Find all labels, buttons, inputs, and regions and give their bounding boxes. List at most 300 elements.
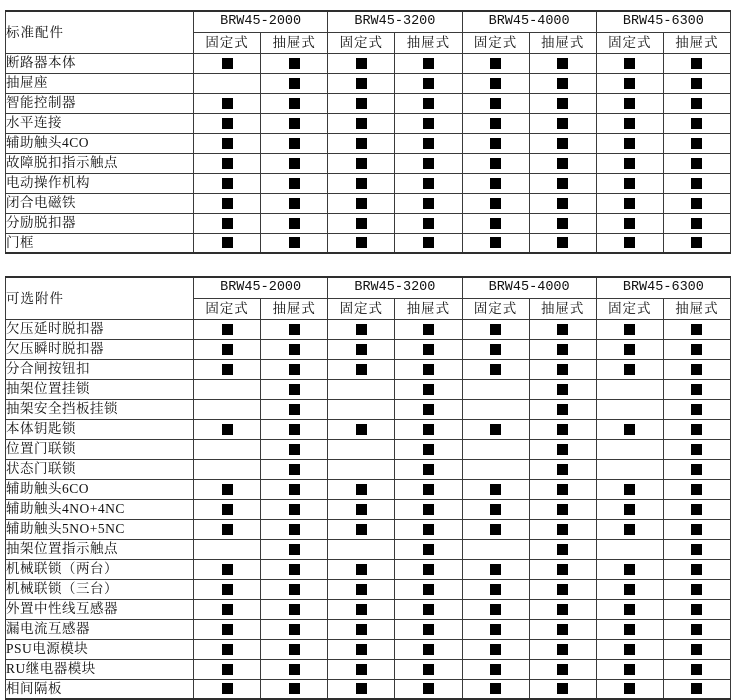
filled-square-icon bbox=[222, 664, 233, 675]
row-label: 辅助触头4CO bbox=[6, 133, 194, 153]
availability-cell bbox=[663, 339, 730, 359]
availability-cell bbox=[462, 193, 529, 213]
row-label: 机械联锁（三台） bbox=[6, 579, 194, 599]
availability-cell bbox=[596, 399, 663, 419]
availability-cell bbox=[596, 213, 663, 233]
filled-square-icon bbox=[557, 484, 568, 495]
filled-square-icon bbox=[691, 544, 702, 555]
availability-cell bbox=[529, 113, 596, 133]
table-body bbox=[6, 53, 731, 253]
filled-square-icon bbox=[624, 584, 635, 595]
filled-square-icon bbox=[490, 584, 501, 595]
filled-square-icon bbox=[490, 564, 501, 575]
row-label: 欠压延时脱扣器 bbox=[6, 319, 194, 339]
availability-cell bbox=[462, 93, 529, 113]
filled-square-icon bbox=[691, 444, 702, 455]
filled-square-icon bbox=[289, 664, 300, 675]
filled-square-icon bbox=[490, 138, 501, 149]
filled-square-icon bbox=[222, 198, 233, 209]
availability-cell bbox=[663, 659, 730, 679]
availability-cell bbox=[194, 479, 261, 499]
filled-square-icon bbox=[624, 344, 635, 355]
table-row bbox=[6, 479, 731, 499]
availability-cell bbox=[462, 173, 529, 193]
filled-square-icon bbox=[490, 664, 501, 675]
availability-cell bbox=[261, 519, 328, 539]
filled-square-icon bbox=[691, 364, 702, 375]
availability-cell bbox=[194, 639, 261, 659]
mount-type-header: 固定式 bbox=[596, 298, 663, 319]
filled-square-icon bbox=[222, 138, 233, 149]
filled-square-icon bbox=[691, 524, 702, 535]
availability-cell bbox=[328, 173, 395, 193]
availability-cell bbox=[194, 339, 261, 359]
filled-square-icon bbox=[222, 484, 233, 495]
table-body bbox=[6, 319, 731, 699]
filled-square-icon bbox=[356, 344, 367, 355]
filled-square-icon bbox=[691, 198, 702, 209]
availability-cell bbox=[395, 619, 462, 639]
filled-square-icon bbox=[356, 524, 367, 535]
table-row bbox=[6, 599, 731, 619]
filled-square-icon bbox=[356, 158, 367, 169]
filled-square-icon bbox=[490, 324, 501, 335]
availability-cell bbox=[529, 579, 596, 599]
availability-cell bbox=[328, 679, 395, 699]
availability-cell bbox=[462, 539, 529, 559]
filled-square-icon bbox=[490, 58, 501, 69]
table-row bbox=[6, 339, 731, 359]
availability-cell bbox=[328, 113, 395, 133]
row-label: 抽架位置挂锁 bbox=[6, 379, 194, 399]
filled-square-icon bbox=[423, 364, 434, 375]
model-header-row bbox=[6, 11, 731, 32]
filled-square-icon bbox=[222, 118, 233, 129]
availability-cell bbox=[596, 499, 663, 519]
availability-cell bbox=[596, 679, 663, 699]
filled-square-icon bbox=[356, 604, 367, 615]
filled-square-icon bbox=[557, 58, 568, 69]
availability-cell bbox=[395, 113, 462, 133]
availability-cell bbox=[663, 559, 730, 579]
standard-accessories-section bbox=[5, 10, 731, 254]
availability-cell bbox=[328, 539, 395, 559]
filled-square-icon bbox=[356, 98, 367, 109]
filled-square-icon bbox=[490, 683, 501, 694]
filled-square-icon bbox=[423, 644, 434, 655]
availability-cell bbox=[261, 579, 328, 599]
availability-cell bbox=[261, 379, 328, 399]
filled-square-icon bbox=[356, 424, 367, 435]
filled-square-icon bbox=[557, 324, 568, 335]
table-row bbox=[6, 659, 731, 679]
availability-cell bbox=[194, 319, 261, 339]
availability-cell bbox=[395, 419, 462, 439]
availability-cell bbox=[462, 113, 529, 133]
availability-cell bbox=[663, 359, 730, 379]
filled-square-icon bbox=[691, 344, 702, 355]
row-label: 辅助触头4NO+4NC bbox=[6, 499, 194, 519]
table-row bbox=[6, 359, 731, 379]
filled-square-icon bbox=[691, 464, 702, 475]
availability-cell bbox=[328, 319, 395, 339]
availability-cell bbox=[596, 379, 663, 399]
filled-square-icon bbox=[490, 484, 501, 495]
filled-square-icon bbox=[490, 218, 501, 229]
filled-square-icon bbox=[423, 198, 434, 209]
filled-square-icon bbox=[557, 424, 568, 435]
availability-cell bbox=[529, 679, 596, 699]
availability-cell bbox=[328, 379, 395, 399]
filled-square-icon bbox=[691, 424, 702, 435]
filled-square-icon bbox=[356, 118, 367, 129]
availability-cell bbox=[194, 359, 261, 379]
table-row bbox=[6, 133, 731, 153]
row-label: 闭合电磁铁 bbox=[6, 193, 194, 213]
availability-cell bbox=[663, 619, 730, 639]
row-label: 电动操作机构 bbox=[6, 173, 194, 193]
availability-cell bbox=[194, 459, 261, 479]
availability-cell bbox=[663, 73, 730, 93]
table-row bbox=[6, 499, 731, 519]
table-row bbox=[6, 459, 731, 479]
availability-cell bbox=[529, 419, 596, 439]
availability-cell bbox=[663, 639, 730, 659]
availability-cell bbox=[462, 319, 529, 339]
availability-cell bbox=[529, 213, 596, 233]
availability-cell bbox=[194, 439, 261, 459]
row-label: 断路器本体 bbox=[6, 53, 194, 73]
filled-square-icon bbox=[557, 198, 568, 209]
availability-cell bbox=[261, 233, 328, 253]
filled-square-icon bbox=[423, 444, 434, 455]
filled-square-icon bbox=[222, 158, 233, 169]
availability-cell bbox=[596, 93, 663, 113]
availability-cell bbox=[462, 639, 529, 659]
availability-cell bbox=[663, 93, 730, 113]
filled-square-icon bbox=[490, 198, 501, 209]
mount-type-header: 固定式 bbox=[328, 298, 395, 319]
model-header: BRW45-6300 bbox=[596, 11, 730, 32]
mount-type-header: 固定式 bbox=[194, 298, 261, 319]
filled-square-icon bbox=[222, 98, 233, 109]
filled-square-icon bbox=[289, 624, 300, 635]
availability-cell bbox=[529, 153, 596, 173]
row-label: 本体钥匙锁 bbox=[6, 419, 194, 439]
availability-cell bbox=[462, 419, 529, 439]
availability-cell bbox=[462, 459, 529, 479]
availability-cell bbox=[395, 499, 462, 519]
table-row bbox=[6, 73, 731, 93]
filled-square-icon bbox=[289, 98, 300, 109]
mount-type-header: 抽屉式 bbox=[529, 298, 596, 319]
filled-square-icon bbox=[289, 324, 300, 335]
availability-cell bbox=[596, 439, 663, 459]
optional-accessories-section bbox=[5, 276, 731, 700]
row-label: 辅助触头6CO bbox=[6, 479, 194, 499]
availability-cell bbox=[194, 133, 261, 153]
availability-cell bbox=[596, 599, 663, 619]
filled-square-icon bbox=[222, 364, 233, 375]
filled-square-icon bbox=[222, 564, 233, 575]
filled-square-icon bbox=[289, 683, 300, 694]
filled-square-icon bbox=[423, 424, 434, 435]
availability-cell bbox=[596, 419, 663, 439]
filled-square-icon bbox=[423, 544, 434, 555]
filled-square-icon bbox=[222, 344, 233, 355]
availability-cell bbox=[194, 559, 261, 579]
availability-cell bbox=[328, 133, 395, 153]
availability-cell bbox=[663, 499, 730, 519]
availability-cell bbox=[261, 539, 328, 559]
model-header-row bbox=[6, 277, 731, 298]
availability-cell bbox=[462, 479, 529, 499]
filled-square-icon bbox=[356, 178, 367, 189]
availability-cell bbox=[261, 639, 328, 659]
availability-cell bbox=[596, 193, 663, 213]
availability-cell bbox=[261, 213, 328, 233]
availability-cell bbox=[462, 599, 529, 619]
filled-square-icon bbox=[222, 604, 233, 615]
availability-cell bbox=[462, 659, 529, 679]
row-label: PSU电源模块 bbox=[6, 639, 194, 659]
table-row bbox=[6, 379, 731, 399]
filled-square-icon bbox=[423, 344, 434, 355]
availability-cell bbox=[663, 173, 730, 193]
filled-square-icon bbox=[691, 118, 702, 129]
filled-square-icon bbox=[289, 464, 300, 475]
availability-cell bbox=[194, 519, 261, 539]
filled-square-icon bbox=[490, 504, 501, 515]
filled-square-icon bbox=[557, 664, 568, 675]
model-header: BRW45-2000 bbox=[194, 277, 328, 298]
availability-cell bbox=[529, 359, 596, 379]
availability-cell bbox=[261, 173, 328, 193]
availability-cell bbox=[194, 153, 261, 173]
availability-cell bbox=[395, 559, 462, 579]
filled-square-icon bbox=[356, 504, 367, 515]
availability-cell bbox=[529, 173, 596, 193]
availability-cell bbox=[395, 233, 462, 253]
filled-square-icon bbox=[557, 444, 568, 455]
availability-cell bbox=[663, 379, 730, 399]
filled-square-icon bbox=[691, 644, 702, 655]
filled-square-icon bbox=[356, 664, 367, 675]
table-row bbox=[6, 579, 731, 599]
availability-cell bbox=[328, 153, 395, 173]
filled-square-icon bbox=[222, 624, 233, 635]
availability-cell bbox=[663, 193, 730, 213]
filled-square-icon bbox=[490, 78, 501, 89]
row-label: 分励脱扣器 bbox=[6, 213, 194, 233]
filled-square-icon bbox=[490, 424, 501, 435]
filled-square-icon bbox=[289, 544, 300, 555]
availability-cell bbox=[663, 459, 730, 479]
availability-cell bbox=[395, 213, 462, 233]
availability-cell bbox=[261, 439, 328, 459]
availability-cell bbox=[529, 193, 596, 213]
row-label: 机械联锁（两台） bbox=[6, 559, 194, 579]
filled-square-icon bbox=[222, 178, 233, 189]
standard-accessories-table bbox=[5, 10, 731, 254]
filled-square-icon bbox=[289, 237, 300, 248]
availability-cell bbox=[462, 379, 529, 399]
filled-square-icon bbox=[423, 404, 434, 415]
filled-square-icon bbox=[624, 484, 635, 495]
availability-cell bbox=[596, 359, 663, 379]
availability-cell bbox=[529, 599, 596, 619]
availability-cell bbox=[395, 579, 462, 599]
availability-cell bbox=[194, 233, 261, 253]
availability-cell bbox=[529, 659, 596, 679]
availability-cell bbox=[395, 679, 462, 699]
filled-square-icon bbox=[691, 78, 702, 89]
availability-cell bbox=[596, 659, 663, 679]
table-row bbox=[6, 53, 731, 73]
availability-cell bbox=[663, 213, 730, 233]
availability-cell bbox=[194, 93, 261, 113]
filled-square-icon bbox=[557, 504, 568, 515]
filled-square-icon bbox=[624, 424, 635, 435]
filled-square-icon bbox=[289, 198, 300, 209]
filled-square-icon bbox=[557, 683, 568, 694]
mount-type-header: 抽屉式 bbox=[529, 32, 596, 53]
filled-square-icon bbox=[691, 218, 702, 229]
filled-square-icon bbox=[222, 324, 233, 335]
filled-square-icon bbox=[289, 484, 300, 495]
filled-square-icon bbox=[624, 624, 635, 635]
filled-square-icon bbox=[289, 118, 300, 129]
availability-cell bbox=[529, 459, 596, 479]
availability-cell bbox=[663, 599, 730, 619]
filled-square-icon bbox=[557, 78, 568, 89]
availability-cell bbox=[261, 459, 328, 479]
availability-cell bbox=[328, 73, 395, 93]
availability-cell bbox=[395, 479, 462, 499]
filled-square-icon bbox=[289, 524, 300, 535]
availability-cell bbox=[596, 639, 663, 659]
filled-square-icon bbox=[289, 158, 300, 169]
availability-cell bbox=[663, 153, 730, 173]
filled-square-icon bbox=[624, 198, 635, 209]
row-label: 智能控制器 bbox=[6, 93, 194, 113]
availability-cell bbox=[328, 419, 395, 439]
filled-square-icon bbox=[356, 484, 367, 495]
availability-cell bbox=[462, 213, 529, 233]
availability-cell bbox=[663, 419, 730, 439]
filled-square-icon bbox=[490, 364, 501, 375]
availability-cell bbox=[663, 439, 730, 459]
row-label: 水平连接 bbox=[6, 113, 194, 133]
row-label: 漏电流互感器 bbox=[6, 619, 194, 639]
availability-cell bbox=[462, 53, 529, 73]
filled-square-icon bbox=[423, 237, 434, 248]
filled-square-icon bbox=[222, 424, 233, 435]
filled-square-icon bbox=[356, 58, 367, 69]
availability-cell bbox=[529, 559, 596, 579]
filled-square-icon bbox=[222, 504, 233, 515]
availability-cell bbox=[529, 499, 596, 519]
row-label: 状态门联锁 bbox=[6, 459, 194, 479]
table-header bbox=[6, 277, 731, 319]
availability-cell bbox=[328, 359, 395, 379]
availability-cell bbox=[529, 339, 596, 359]
filled-square-icon bbox=[289, 78, 300, 89]
mount-type-header: 抽屉式 bbox=[663, 32, 730, 53]
filled-square-icon bbox=[624, 364, 635, 375]
filled-square-icon bbox=[222, 683, 233, 694]
filled-square-icon bbox=[624, 98, 635, 109]
availability-cell bbox=[194, 419, 261, 439]
filled-square-icon bbox=[423, 524, 434, 535]
availability-cell bbox=[529, 93, 596, 113]
availability-cell bbox=[328, 193, 395, 213]
model-header: BRW45-3200 bbox=[328, 11, 462, 32]
filled-square-icon bbox=[289, 564, 300, 575]
filled-square-icon bbox=[356, 138, 367, 149]
availability-cell bbox=[596, 319, 663, 339]
filled-square-icon bbox=[423, 158, 434, 169]
filled-square-icon bbox=[557, 404, 568, 415]
availability-cell bbox=[663, 233, 730, 253]
filled-square-icon bbox=[557, 158, 568, 169]
availability-cell bbox=[261, 53, 328, 73]
row-label: 相间隔板 bbox=[6, 679, 194, 699]
availability-cell bbox=[663, 319, 730, 339]
filled-square-icon bbox=[222, 584, 233, 595]
filled-square-icon bbox=[691, 584, 702, 595]
filled-square-icon bbox=[624, 504, 635, 515]
availability-cell bbox=[328, 439, 395, 459]
filled-square-icon bbox=[691, 58, 702, 69]
filled-square-icon bbox=[557, 98, 568, 109]
availability-cell bbox=[194, 73, 261, 93]
availability-cell bbox=[194, 659, 261, 679]
table-title: 标准配件 bbox=[6, 11, 194, 53]
availability-cell bbox=[328, 519, 395, 539]
availability-cell bbox=[529, 439, 596, 459]
availability-cell bbox=[529, 539, 596, 559]
filled-square-icon bbox=[289, 444, 300, 455]
availability-cell bbox=[395, 659, 462, 679]
filled-square-icon bbox=[222, 218, 233, 229]
filled-square-icon bbox=[356, 644, 367, 655]
filled-square-icon bbox=[423, 683, 434, 694]
filled-square-icon bbox=[289, 364, 300, 375]
availability-cell bbox=[462, 519, 529, 539]
mount-type-header: 抽屉式 bbox=[261, 298, 328, 319]
filled-square-icon bbox=[423, 624, 434, 635]
filled-square-icon bbox=[289, 384, 300, 395]
table-row bbox=[6, 213, 731, 233]
availability-cell bbox=[395, 379, 462, 399]
filled-square-icon bbox=[289, 138, 300, 149]
filled-square-icon bbox=[289, 58, 300, 69]
availability-cell bbox=[261, 659, 328, 679]
filled-square-icon bbox=[423, 118, 434, 129]
availability-cell bbox=[529, 133, 596, 153]
availability-cell bbox=[328, 559, 395, 579]
table-row bbox=[6, 419, 731, 439]
availability-cell bbox=[261, 113, 328, 133]
filled-square-icon bbox=[557, 138, 568, 149]
availability-cell bbox=[395, 73, 462, 93]
table-row bbox=[6, 173, 731, 193]
filled-square-icon bbox=[691, 664, 702, 675]
availability-cell bbox=[328, 459, 395, 479]
model-header: BRW45-4000 bbox=[462, 277, 596, 298]
availability-cell bbox=[395, 319, 462, 339]
